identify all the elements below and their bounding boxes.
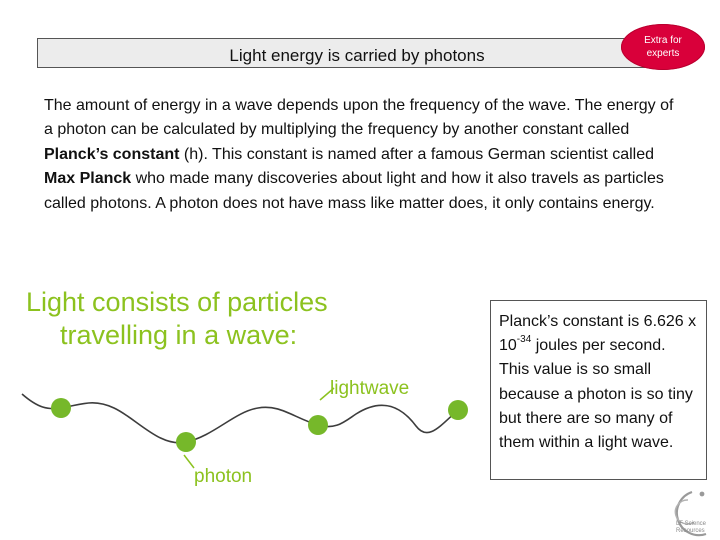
- photon-dot: [308, 415, 328, 435]
- photon-dot: [51, 398, 71, 418]
- info-text-before: Planck’s constant is 6.626 x 10: [499, 313, 697, 355]
- info-text-after: joules per second. This value is so small because a photon is so tiny but there are so many of them within a light wave.: [499, 337, 693, 452]
- intro-part3: who made many discoveries about light and how it also travels as particles called photons. A photon does not have mass like matter does, it only contains energy.: [44, 170, 664, 212]
- diagram-heading: [26, 286, 466, 352]
- photon-wave-illustration: [18, 370, 488, 495]
- planck-info-box: [490, 300, 707, 480]
- diagram-heading-line2: travelling in a wave:: [60, 320, 298, 350]
- light-wave-line: [22, 394, 458, 443]
- logo-caption-line1: LF Science: [676, 521, 707, 527]
- photon-dot: [448, 400, 468, 420]
- intro-part2: (h). This constant is named after a famous German scientist called: [179, 145, 655, 163]
- badge-line2: experts: [646, 48, 680, 59]
- extra-for-experts-badge: [621, 24, 705, 70]
- title-banner: [37, 38, 677, 68]
- lightwave-label: lightwave: [330, 378, 410, 399]
- intro-paragraph: [44, 94, 684, 216]
- logo-caption: [676, 521, 718, 535]
- info-exponent: -34: [516, 333, 532, 345]
- photon-pointer: [184, 455, 194, 468]
- intro-part1: The amount of energy in a wave depends upon the frequency of the wave. The energy of a photon can be calculated by multiplying the frequency by another constant called: [44, 97, 674, 139]
- slide-title: Light energy is carried by photons: [229, 46, 485, 65]
- diagram-heading-line1: Light consists of particles: [26, 287, 328, 317]
- badge-line1: Extra for: [644, 35, 682, 46]
- max-planck-term: Max Planck: [44, 170, 132, 188]
- logo-caption-line2: Resources: [676, 528, 705, 534]
- photon-dot: [176, 432, 196, 452]
- planck-constant-term: Planck’s constant: [44, 145, 180, 163]
- photon-label: photon: [194, 466, 253, 487]
